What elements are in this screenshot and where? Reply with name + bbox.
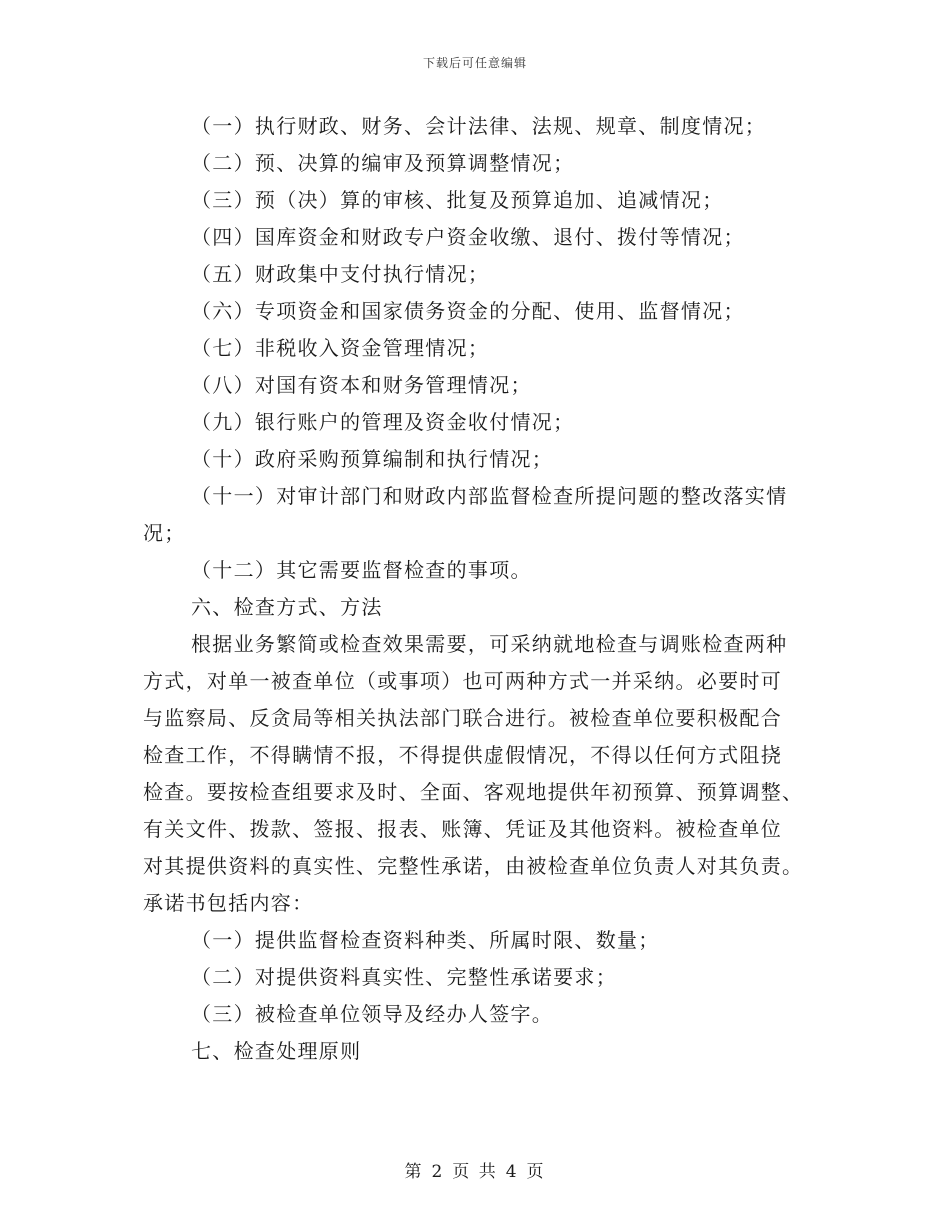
footer-total-pages: 4 (505, 1162, 519, 1182)
commitment-item: （二）对提供资料真实性、完整性承诺要求； (191, 965, 617, 989)
footer-mid: 页 共 (452, 1162, 498, 1182)
footer-prefix: 第 (404, 1162, 424, 1182)
paragraph-line: 承诺书包括内容： (143, 891, 314, 915)
footer-page-number: 2 (431, 1162, 445, 1182)
list-item-continuation: 况； (143, 521, 186, 545)
list-item: （六）专项资金和国家债务资金的分配、使用、监督情况； (191, 299, 745, 323)
paragraph-line: 根据业务繁简或检查效果需要，可采纳就地检查与调账检查两种 (191, 632, 788, 656)
paragraph-line: 与监察局、反贪局等相关执法部门联合进行。被检查单位要积极配合 (143, 706, 782, 730)
page-header: 下载后可任意编辑 (422, 56, 527, 70)
list-item: （五）财政集中支付执行情况； (191, 262, 490, 286)
list-item: （七）非税收入资金管理情况； (191, 336, 490, 360)
commitment-item: （三）被检查单位领导及经办人签字。 (191, 1002, 554, 1026)
list-item: （十）政府采购预算编制和执行情况； (191, 447, 554, 471)
list-item: （二）预、决算的编审及预算调整情况； (191, 151, 575, 175)
paragraph-line: 检查。要按检查组要求及时、全面、客观地提供年初预算、预算调整、 (143, 780, 804, 804)
list-item: （三）预（决）算的审核、批复及预算追加、追减情况； (191, 188, 724, 212)
paragraph-line: 方式，对单一被查单位（或事项）也可两种方式一并采纳。必要时可 (143, 669, 782, 693)
list-item: （一）执行财政、财务、会计法律、法规、规章、制度情况； (191, 114, 767, 138)
paragraph-line: 对其提供资料的真实性、完整性承诺，由被检查单位负责人对其负责。 (143, 854, 804, 878)
list-item: （十一）对审计部门和财政内部监督检查所提问题的整改落实情 (191, 484, 788, 508)
list-item: （十二）其它需要监督检查的事项。 (191, 558, 532, 582)
paragraph-line: 检查工作，不得瞒情不报，不得提供虚假情况，不得以任何方式阻挠 (143, 743, 782, 767)
list-item: （九）银行账户的管理及资金收付情况； (191, 410, 575, 434)
list-item: （四）国库资金和财政专户资金收缴、退付、拨付等情况； (191, 225, 745, 249)
document-body (143, 108, 811, 1070)
paragraph-line: 有关文件、拨款、签报、报表、账簿、凭证及其他资料。被检查单位 (143, 817, 782, 841)
commitment-item: （一）提供监督检查资料种类、所属时限、数量； (191, 928, 660, 952)
list-item: （八）对国有资本和财务管理情况； (191, 373, 532, 397)
section-heading-7: 七、检查处理原则 (191, 1039, 362, 1063)
section-heading-6: 六、检查方式、方法 (191, 595, 383, 619)
page-footer (0, 1157, 950, 1182)
footer-suffix: 页 (526, 1162, 546, 1182)
